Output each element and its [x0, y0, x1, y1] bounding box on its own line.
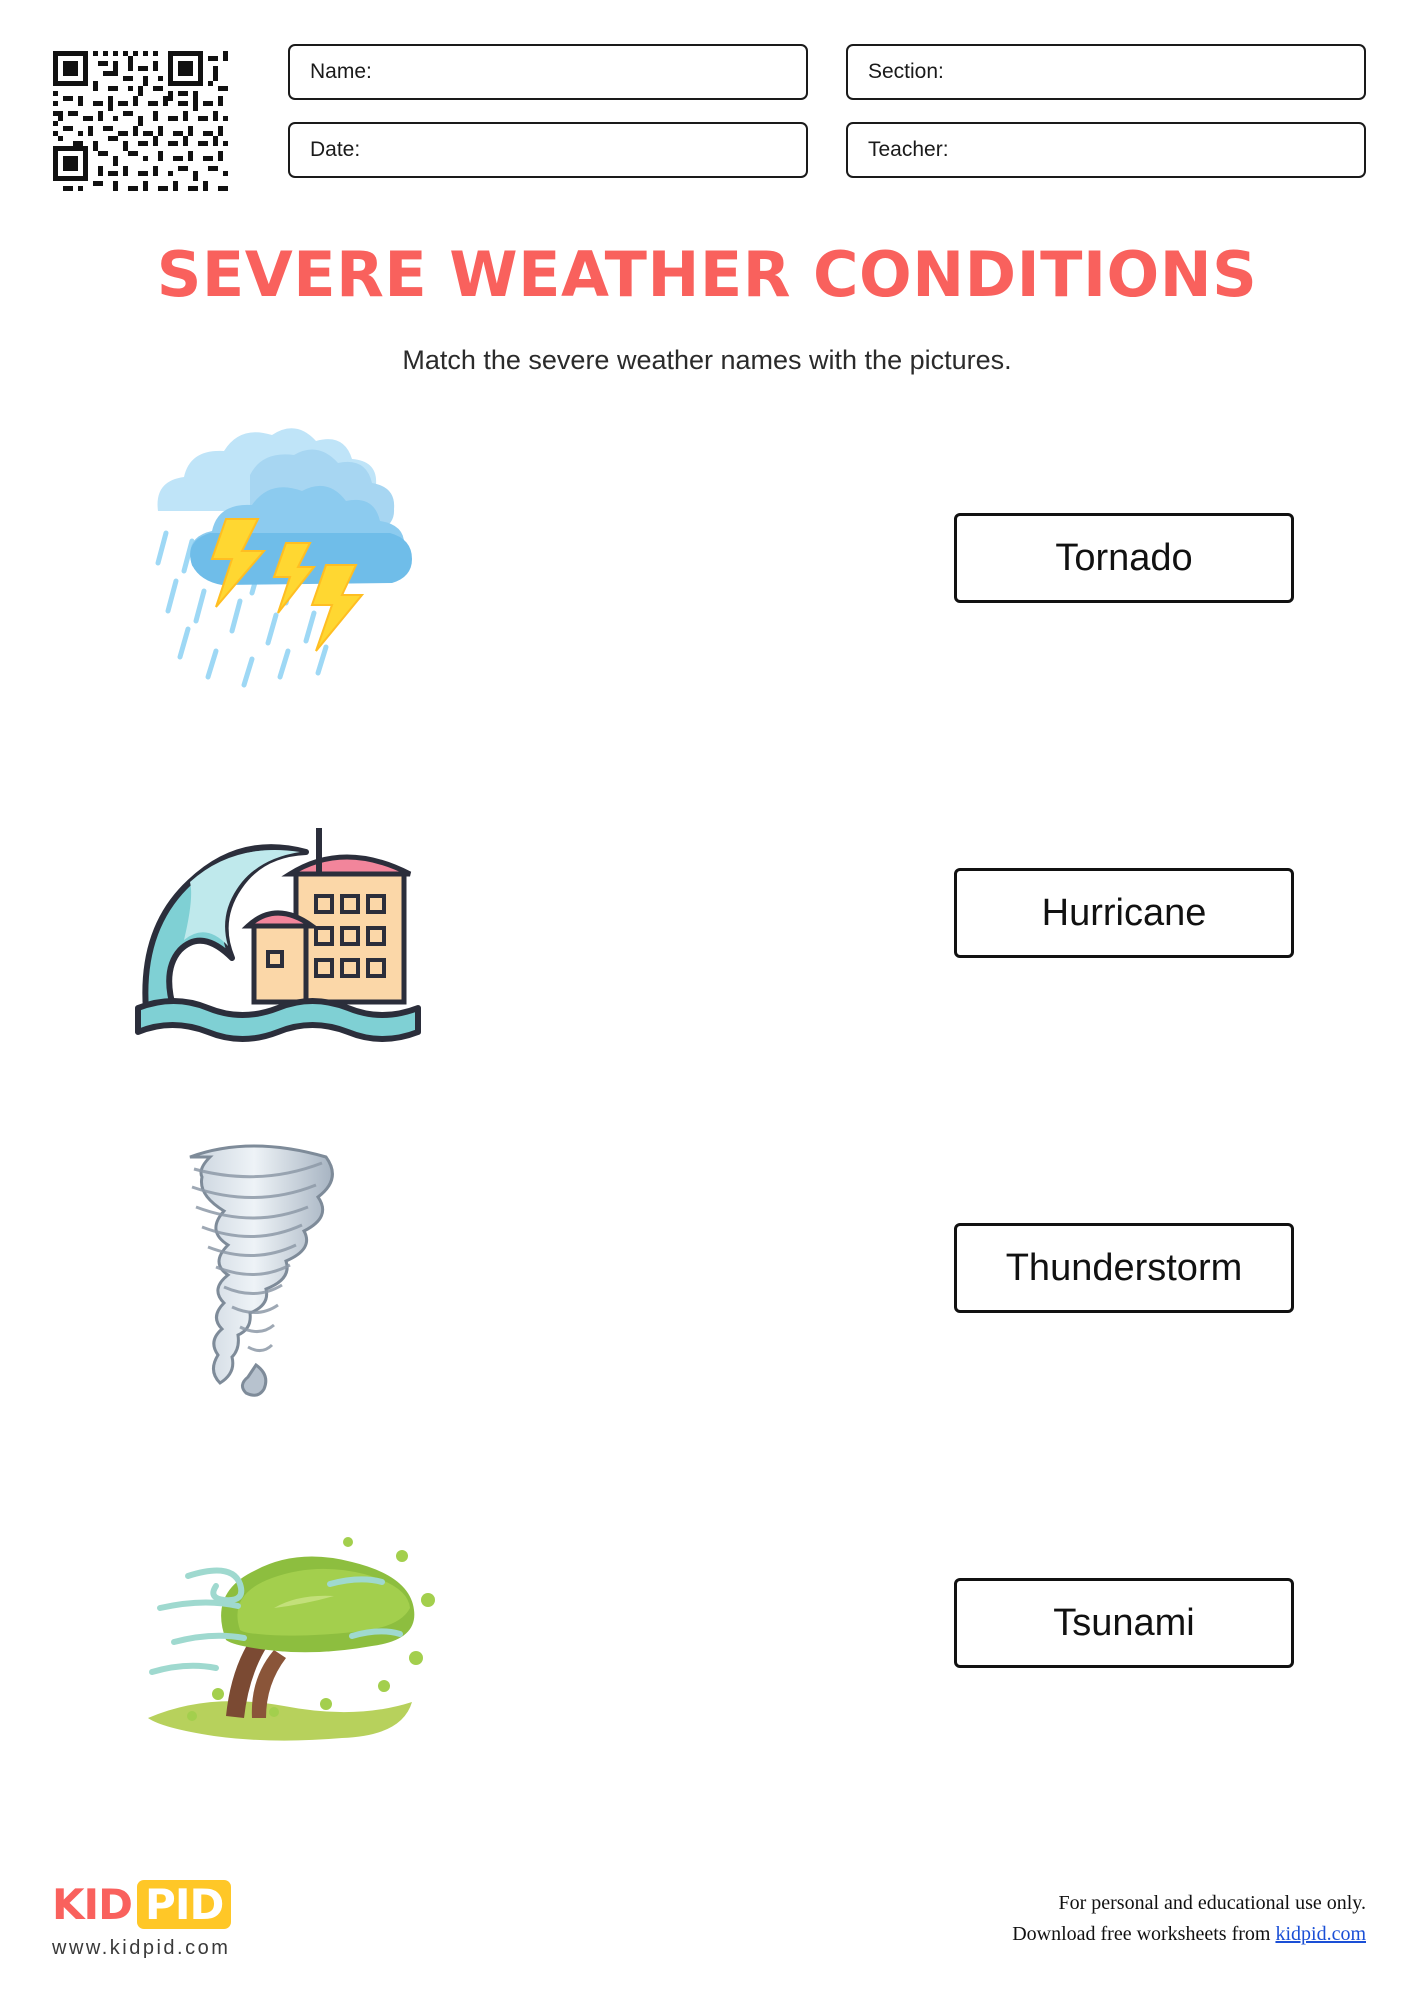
qr-code-icon	[48, 46, 233, 196]
logo-text-kid: KID	[52, 1880, 133, 1929]
footer-note-line2	[1012, 1919, 1366, 1950]
strong-wind-tree-icon	[130, 1480, 460, 1780]
worksheet-footer	[0, 1860, 1414, 2000]
matching-row	[0, 1480, 1414, 1835]
tornado-funnel-icon	[130, 1125, 460, 1425]
answer-option-box[interactable]	[954, 868, 1294, 958]
teacher-field[interactable]	[846, 122, 1366, 178]
logo-website-url: www.kidpid.com	[52, 1937, 231, 1959]
answer-option-box[interactable]	[954, 1223, 1294, 1313]
section-field[interactable]	[846, 44, 1366, 100]
name-field[interactable]	[288, 44, 808, 100]
footer-usage-note	[1012, 1888, 1366, 1950]
answer-option-label: Tsunami	[1053, 1601, 1195, 1644]
worksheet-header	[48, 44, 1366, 194]
student-info-fields	[288, 44, 1366, 178]
logo-text-pid: PID	[137, 1880, 231, 1929]
answer-option-box[interactable]	[954, 513, 1294, 603]
teacher-field-label: Teacher:	[868, 138, 949, 161]
matching-row	[0, 1125, 1414, 1480]
matching-row	[0, 415, 1414, 770]
answer-option-box[interactable]	[954, 1578, 1294, 1668]
section-field-label: Section:	[868, 60, 944, 83]
thunderstorm-clouds-icon	[130, 415, 460, 715]
kidpid-logo[interactable]	[52, 1880, 231, 1960]
answer-option-label: Thunderstorm	[1005, 1246, 1243, 1289]
page-title: SEVERE WEATHER CONDITIONS	[156, 238, 1258, 311]
tsunami-wave-building-icon	[130, 770, 460, 1070]
matching-exercise	[0, 415, 1414, 1835]
footer-note-line1: For personal and educational use only.	[1058, 1892, 1366, 1914]
kidpid-link[interactable]: kidpid.com	[1275, 1923, 1366, 1945]
name-field-label: Name:	[310, 60, 372, 83]
date-field-label: Date:	[310, 138, 361, 161]
answer-option-label: Hurricane	[1041, 891, 1207, 934]
footer-note-prefix: Download free worksheets from	[1012, 1923, 1276, 1945]
date-field[interactable]	[288, 122, 808, 178]
answer-option-label: Tornado	[1055, 536, 1193, 579]
instructions: Match the severe weather names with the pictures.	[402, 345, 1012, 375]
matching-row	[0, 770, 1414, 1125]
